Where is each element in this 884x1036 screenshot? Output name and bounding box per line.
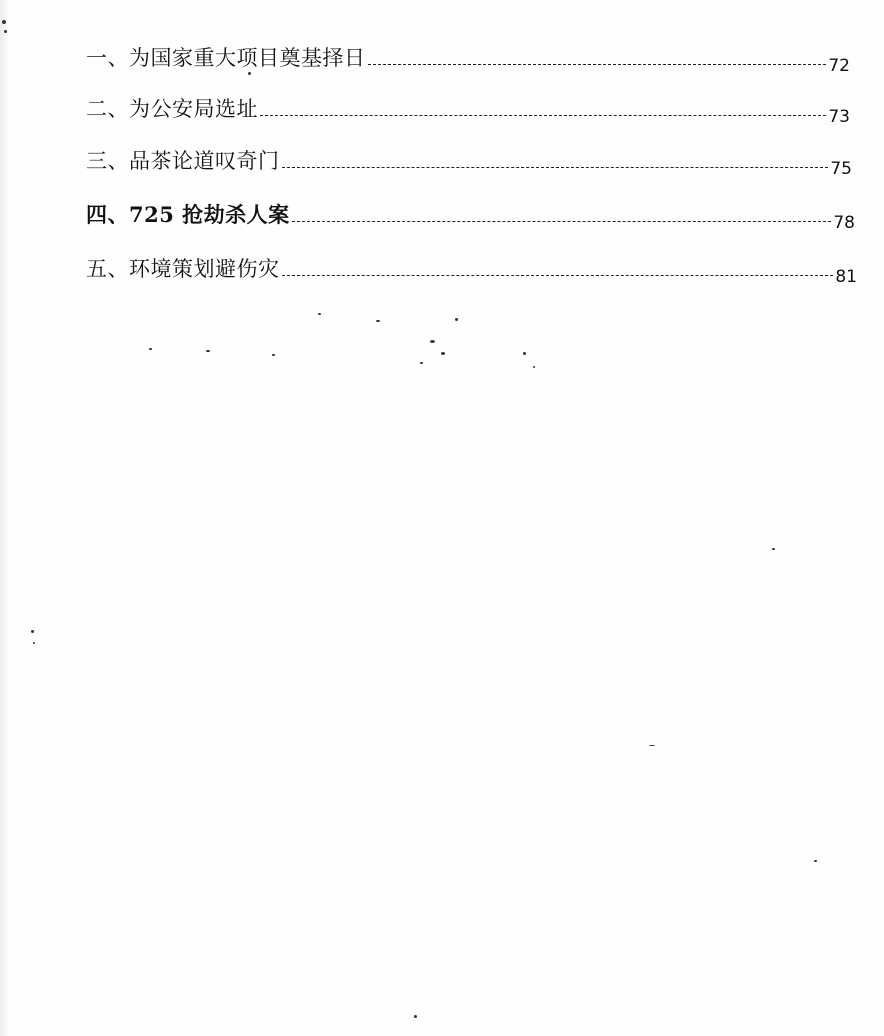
toc-entry-page: 72 bbox=[828, 56, 850, 76]
toc-entry-page: 75 bbox=[830, 159, 852, 179]
toc-entry-title: 一、为国家重大项目奠基择日 bbox=[86, 46, 366, 70]
toc-entry-title: 五、环境策划避伤灾 bbox=[86, 257, 280, 281]
toc-entry-page: 81 bbox=[835, 267, 857, 287]
scan-speck bbox=[414, 1015, 417, 1018]
toc-dot-leader bbox=[368, 64, 827, 65]
toc-entry-title: 四、725 抢劫杀人案 bbox=[86, 202, 290, 227]
toc-entry-1 bbox=[86, 38, 850, 76]
toc-entry-5 bbox=[86, 249, 857, 287]
scan-speck bbox=[33, 642, 35, 644]
scan-speck bbox=[318, 313, 321, 315]
page-edge-shadow bbox=[0, 0, 10, 1036]
scan-speck bbox=[455, 318, 458, 321]
toc-entry-page: 78 bbox=[833, 213, 855, 233]
scan-speck bbox=[248, 72, 251, 75]
scan-speck bbox=[4, 30, 7, 33]
toc-dot-leader bbox=[292, 221, 832, 222]
scan-speck bbox=[420, 362, 423, 364]
toc-entry-2 bbox=[86, 89, 850, 127]
toc-dot-leader bbox=[260, 115, 826, 116]
scan-speck bbox=[441, 352, 445, 355]
toc-entry-3 bbox=[86, 141, 852, 179]
scan-speck bbox=[31, 630, 34, 633]
scan-speck bbox=[272, 354, 275, 356]
scan-speck bbox=[376, 320, 380, 322]
scan-speck bbox=[206, 350, 210, 352]
toc-dot-leader bbox=[282, 167, 829, 168]
scan-speck bbox=[814, 860, 817, 862]
scan-speck bbox=[533, 366, 535, 368]
scan-speck bbox=[523, 352, 526, 355]
scan-speck bbox=[430, 340, 435, 343]
toc-entry-page: 73 bbox=[828, 107, 850, 127]
scan-speck bbox=[772, 548, 775, 550]
scan-speck bbox=[649, 745, 655, 746]
toc-entry-4 bbox=[86, 195, 855, 233]
toc-dot-leader bbox=[282, 275, 834, 276]
toc-entry-title: 二、为公安局选址 bbox=[86, 97, 258, 121]
scan-speck bbox=[2, 20, 6, 24]
toc-entry-title: 三、品茶论道叹奇门 bbox=[86, 149, 280, 173]
scan-speck bbox=[149, 348, 152, 350]
